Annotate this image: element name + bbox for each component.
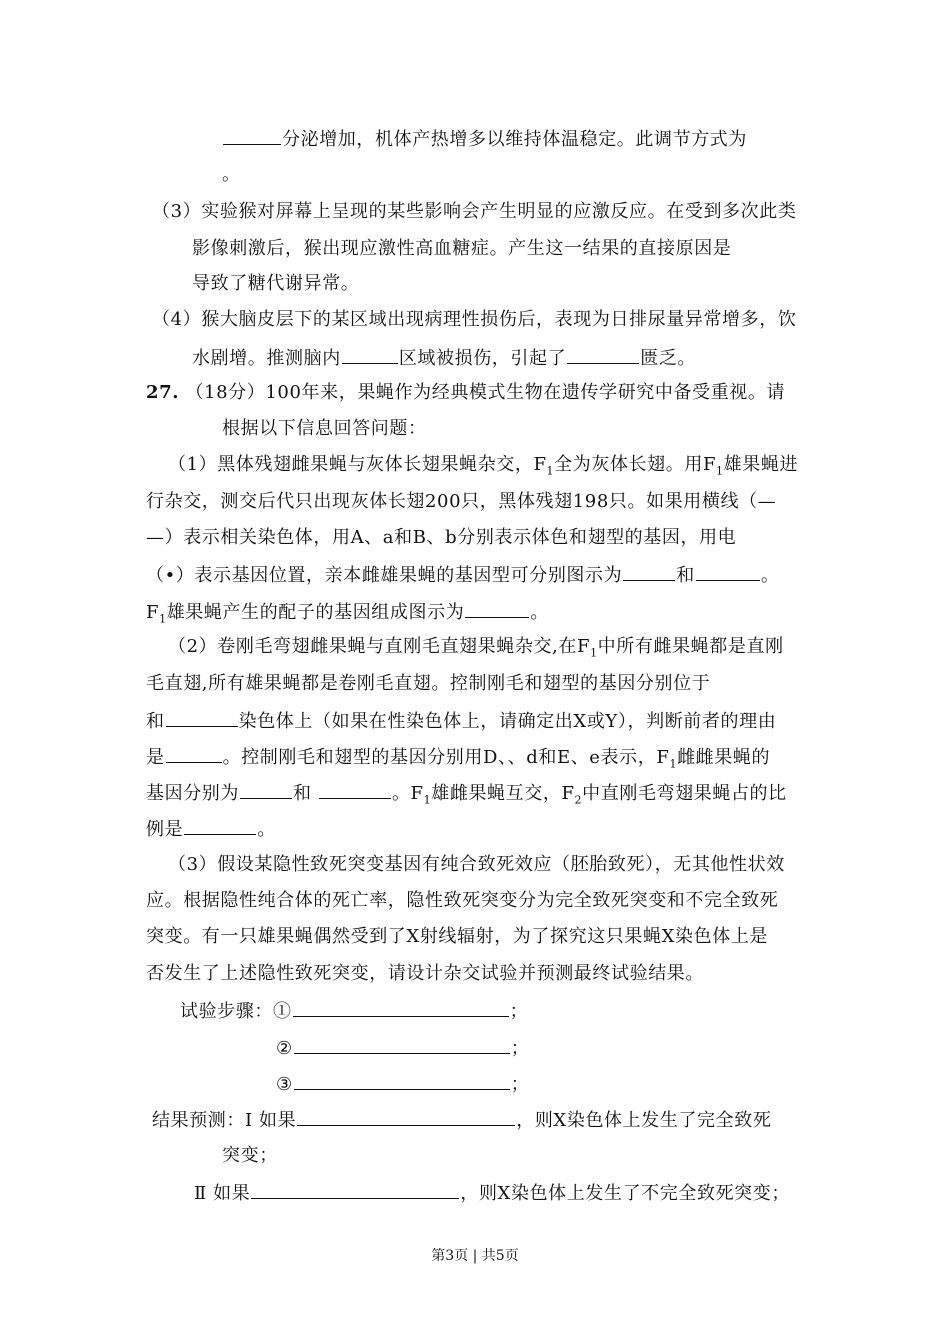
q26-p4-line-1: （4）猴大脑皮层下的某区域出现病理性损伤后，表现为日排尿量异常增多，饮 bbox=[152, 309, 797, 330]
q27-p1-line-1: （1）黑体残翅雌果蝇与灰体长翅果蝇杂交，$F_1$全为灰体长翅。用$F_1$雄果蝇进 bbox=[168, 454, 799, 478]
answer-blank[interactable] bbox=[696, 562, 760, 581]
q26-p3-line-3: 导致了糖代谢异常。 bbox=[192, 273, 360, 294]
answer-blank[interactable] bbox=[567, 345, 639, 364]
answer-blank[interactable] bbox=[748, 127, 778, 145]
answer-blank[interactable] bbox=[293, 998, 509, 1017]
q26-line-2: 。 bbox=[222, 164, 241, 185]
q26-p3-line-2: 影像刺激后，猴出现应激性高血糖症。产生这一结果的直接原因是 bbox=[192, 236, 751, 261]
answer-blank[interactable] bbox=[240, 780, 292, 799]
step-2: ② ； bbox=[276, 1035, 529, 1061]
q27-p3-line-3: 突变。有一只雄果蝇偶然受到了X射线辐射，为了探究这只果蝇X染色体上是 bbox=[146, 926, 769, 947]
q27-p2-line-4: 是 。控制刚毛和翅型的基因分别用D、、d和E、e表示，$F_1$雌雌果蝇的 bbox=[146, 744, 770, 770]
result-1: 结果预测：Ⅰ 如果 ，则X染色体上发生了完全致死 bbox=[152, 1107, 771, 1133]
q27-intro-line-2: 根据以下信息回答问题： bbox=[222, 418, 427, 439]
answer-blank[interactable] bbox=[465, 599, 529, 618]
answer-blank[interactable] bbox=[732, 236, 750, 254]
q27-p1-line-4: （•）表示基因位置，亲本雌雄果蝇的基因型可分别图示为 和 。 bbox=[146, 562, 779, 588]
q27-p2-line-3: 和 染色体上（如果在性染色体上，请确定出X或Y），判断前者的理由 bbox=[146, 708, 776, 734]
page-footer: 第3页 | 共5页 bbox=[431, 1248, 519, 1264]
answer-blank[interactable] bbox=[294, 1071, 510, 1090]
answer-blank[interactable] bbox=[223, 126, 281, 145]
result-1-cont: 突变； bbox=[222, 1145, 278, 1166]
answer-blank[interactable] bbox=[623, 562, 675, 581]
answer-blank[interactable] bbox=[342, 345, 398, 364]
q26-p4-line-2: 水剧增。推测脑内 区域被损伤，引起了 匮乏。 bbox=[192, 345, 696, 371]
result-2: Ⅱ 如果 ，则X染色体上发生了不完全致死突变； bbox=[194, 1180, 790, 1206]
answer-blank[interactable] bbox=[251, 1180, 459, 1199]
answer-blank[interactable] bbox=[711, 671, 731, 689]
q26-p3-line-1: （3）实验猴对屏幕上呈现的某些影响会产生明显的应激反应。在受到多次此类 bbox=[152, 201, 797, 222]
q27-intro-line-1: 27. （18分）100年来，果蝇作为经典模式生物在遗传学研究中备受重视。请 bbox=[146, 382, 786, 403]
q27-p3-line-4: 否发生了上述隐性致死突变，请设计杂交试验并预测最终试验结果。 bbox=[146, 963, 704, 984]
step-3: ③ ； bbox=[276, 1071, 529, 1097]
q27-p3-line-1: （3）假设某隐性致死突变基因有纯合致死效应（胚胎致死），无其他性状效 bbox=[168, 854, 785, 875]
q27-p2-line-2: 毛直翅,所有雄果蝇都是卷刚毛直翅。控制刚毛和翅型的基因分别位于 bbox=[146, 671, 732, 696]
q27-p3-line-2: 应。根据隐性纯合体的死亡率，隐性致死突变分为完全致死突变和不完全致死 bbox=[146, 890, 779, 911]
question-number: 27. bbox=[146, 382, 180, 403]
q27-p2-line-6: 例是 。 bbox=[146, 816, 276, 842]
answer-blank[interactable] bbox=[294, 1035, 510, 1054]
q27-p2-line-1: （2）卷刚毛弯翅雌果蝇与直刚毛直翅果蝇杂交,在$F_1$中所有雌果蝇都是直刚 bbox=[168, 636, 784, 660]
q27-p1-line-3: —）表示相关染色体，用A、a和B、b分别表示体色和翅型的基因，用电 bbox=[146, 527, 737, 548]
q26-line-1: 分泌增加，机体产热增多以维持体温稳定。此调节方式为 bbox=[222, 126, 779, 152]
q27-p1-line-5: $F_1$雄果蝇产生的配子的基因组成图示为 。 bbox=[146, 599, 549, 625]
step-1: 试验步骤：① ； bbox=[180, 998, 528, 1024]
answer-blank[interactable] bbox=[319, 780, 391, 799]
answer-blank[interactable] bbox=[297, 1107, 515, 1126]
q27-p2-line-5: 基因分别为 和 。$F_1$雄雌果蝇互交，$F_2$中直刚毛弯翅果蝇占的比 bbox=[146, 780, 787, 806]
answer-blank[interactable] bbox=[166, 708, 238, 727]
answer-blank[interactable] bbox=[184, 816, 256, 835]
q27-p1-line-2: 行杂交，测交后代只出现灰体长翅200只，黑体残翅198只。如果用横线（— bbox=[146, 491, 777, 512]
answer-blank[interactable] bbox=[166, 744, 222, 763]
